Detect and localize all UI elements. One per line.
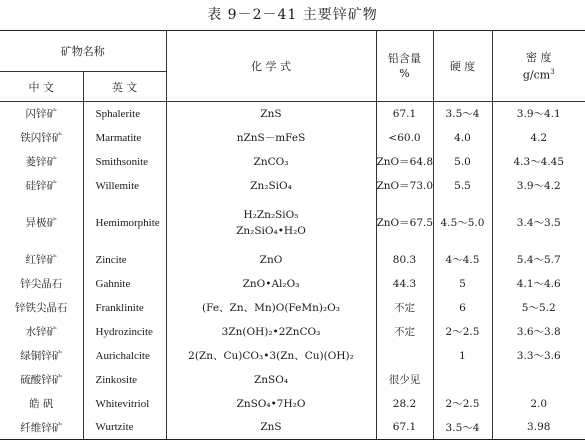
table-row xyxy=(0,198,585,248)
formula-line: Zn₂SiO₄ xyxy=(250,179,292,192)
table-row xyxy=(0,320,585,344)
density-cell: 3.9～4.1 xyxy=(492,102,585,126)
chinese-name-cell: 锌铁尖晶石 xyxy=(0,296,83,320)
density-cell: 4.2 xyxy=(492,126,585,150)
formula-cell xyxy=(166,272,376,296)
lead-content-cell: <60.0 xyxy=(376,126,433,150)
formula-cell xyxy=(166,368,376,392)
formula-line: nZnS－mFeS xyxy=(236,131,306,144)
table-row xyxy=(0,102,585,126)
chinese-name-cell: 铁闪锌矿 xyxy=(0,126,83,150)
lead-content-header: 铅含量 % xyxy=(376,31,433,102)
chinese-name-cell: 红锌矿 xyxy=(0,248,83,272)
table-row xyxy=(0,416,585,440)
lead-content-cell: ZnO＝67.5 xyxy=(376,198,433,248)
english-name-cell: Franklinite xyxy=(83,296,166,320)
formula-line: ZnS xyxy=(260,421,282,434)
chinese-name-cell: 硅锌矿 xyxy=(0,174,83,198)
formula-line: Zn₂SiO₄•H₂O xyxy=(236,224,306,237)
english-name-cell: Smithsonite xyxy=(83,150,166,174)
hardness-cell: 5.5 xyxy=(433,174,492,198)
mineral-name-header: 矿物名称 xyxy=(0,31,166,72)
formula-cell xyxy=(166,198,376,248)
chinese-name-cell: 皓 矾 xyxy=(0,392,83,416)
english-name-cell: Whitevitriol xyxy=(83,392,166,416)
table-row xyxy=(0,296,585,320)
formula-line: 2(Zn、Cu)CO₃•3(Zn、Cu)(OH)₂ xyxy=(188,349,354,362)
formula-cell xyxy=(166,344,376,368)
density-cell: 3.98 xyxy=(492,416,585,440)
formula-line: ZnS xyxy=(260,107,282,120)
table-title: 表 9－2－41 主要锌矿物 xyxy=(207,7,378,23)
formula-cell xyxy=(166,296,376,320)
english-name-cell: Wurtzite xyxy=(83,416,166,440)
table-body xyxy=(0,102,585,440)
density-cell: 3.3～3.6 xyxy=(492,344,585,368)
chinese-name-cell: 锌尖晶石 xyxy=(0,272,83,296)
hardness-cell: 4～4.5 xyxy=(433,248,492,272)
lead-content-cell: 67.1 xyxy=(376,102,433,126)
lead-content-cell: 28.2 xyxy=(376,392,433,416)
english-name-cell: Aurichalcite xyxy=(83,344,166,368)
density-header: 密 度 $g/cm^3$ xyxy=(492,31,585,102)
formula-cell xyxy=(166,150,376,174)
chinese-name-cell: 绿铜锌矿 xyxy=(0,344,83,368)
lead-content-cell: 67.1 xyxy=(376,416,433,440)
chinese-name-cell: 硫酸锌矿 xyxy=(0,368,83,392)
chinese-name-cell: 闪锌矿 xyxy=(0,102,83,126)
density-cell: 2.0 xyxy=(492,392,585,416)
table-row xyxy=(0,344,585,368)
formula-line: H₂Zn₂SiO₅ xyxy=(243,208,299,221)
formula-line: ZnSO₄ xyxy=(253,373,289,386)
chinese-name-header: 中 文 xyxy=(0,72,83,102)
english-name-cell: Marmatite xyxy=(83,126,166,150)
density-cell: 3.9～4.2 xyxy=(492,174,585,198)
density-cell: 5～5.2 xyxy=(492,296,585,320)
density-cell: 3.4～3.5 xyxy=(492,198,585,248)
english-name-cell: Sphalerite xyxy=(83,102,166,126)
hardness-cell: 4.0 xyxy=(433,126,492,150)
density-cell xyxy=(492,368,585,392)
zinc-minerals-table xyxy=(0,30,585,440)
hardness-cell: 2～2.5 xyxy=(433,392,492,416)
formula-header: 化 学 式 xyxy=(166,31,376,102)
english-name-cell: Gahnite xyxy=(83,272,166,296)
hardness-cell: 5.0 xyxy=(433,150,492,174)
table-row xyxy=(0,150,585,174)
formula-line: 3Zn(OH)₂•2ZnCO₃ xyxy=(221,325,321,338)
english-name-cell: Zincite xyxy=(83,248,166,272)
density-cell: 4.3～4.45 xyxy=(492,150,585,174)
lead-content-cell: ZnO＝73.0 xyxy=(376,174,433,198)
formula-line: ZnO•Al₂O₃ xyxy=(242,277,300,290)
hardness-cell: 1 xyxy=(433,344,492,368)
density-cell: 5.4～5.7 xyxy=(492,248,585,272)
lead-content-cell: 不定 xyxy=(376,320,433,344)
table-row xyxy=(0,368,585,392)
formula-cell xyxy=(166,102,376,126)
hardness-cell: 2～2.5 xyxy=(433,320,492,344)
english-name-header: 英 文 xyxy=(83,72,166,102)
chinese-name-cell: 纤维锌矿 xyxy=(0,416,83,440)
formula-line: ZnSO₄•7H₂O xyxy=(236,397,306,410)
hardness-cell: 3.5～4 xyxy=(433,416,492,440)
density-cell: 4.1～4.6 xyxy=(492,272,585,296)
lead-content-cell: 44.3 xyxy=(376,272,433,296)
lead-content-cell: ZnO＝64.8 xyxy=(376,150,433,174)
hardness-cell: 6 xyxy=(433,296,492,320)
lead-content-cell: 不定 xyxy=(376,296,433,320)
table-row xyxy=(0,272,585,296)
chinese-name-cell: 水锌矿 xyxy=(0,320,83,344)
english-name-cell: Hydrozincite xyxy=(83,320,166,344)
english-name-cell: Willemite xyxy=(83,174,166,198)
table-row xyxy=(0,392,585,416)
lead-content-cell xyxy=(376,344,433,368)
density-cell: 3.6～3.8 xyxy=(492,320,585,344)
table-row xyxy=(0,248,585,272)
chinese-name-cell: 菱锌矿 xyxy=(0,150,83,174)
hardness-cell: 4.5～5.0 xyxy=(433,198,492,248)
hardness-cell: 5 xyxy=(433,272,492,296)
hardness-cell xyxy=(433,368,492,392)
formula-cell xyxy=(166,126,376,150)
hardness-header: 硬 度 xyxy=(433,31,492,102)
formula-cell xyxy=(166,416,376,440)
english-name-cell: Zinkosite xyxy=(83,368,166,392)
chinese-name-cell: 异极矿 xyxy=(0,198,83,248)
formula-line: (Fe、Zn、Mn)O(FeMn)₂O₃ xyxy=(202,301,340,314)
table-row xyxy=(0,174,585,198)
formula-cell xyxy=(166,174,376,198)
lead-content-cell: 很少见 xyxy=(376,368,433,392)
formula-line: ZnO xyxy=(259,253,283,266)
table-row xyxy=(0,126,585,150)
lead-content-cell: 80.3 xyxy=(376,248,433,272)
hardness-cell: 3.5～4 xyxy=(433,102,492,126)
english-name-cell: Hemimorphite xyxy=(83,198,166,248)
formula-cell xyxy=(166,248,376,272)
formula-cell xyxy=(166,392,376,416)
formula-line: ZnCO₃ xyxy=(253,155,289,168)
formula-cell xyxy=(166,320,376,344)
